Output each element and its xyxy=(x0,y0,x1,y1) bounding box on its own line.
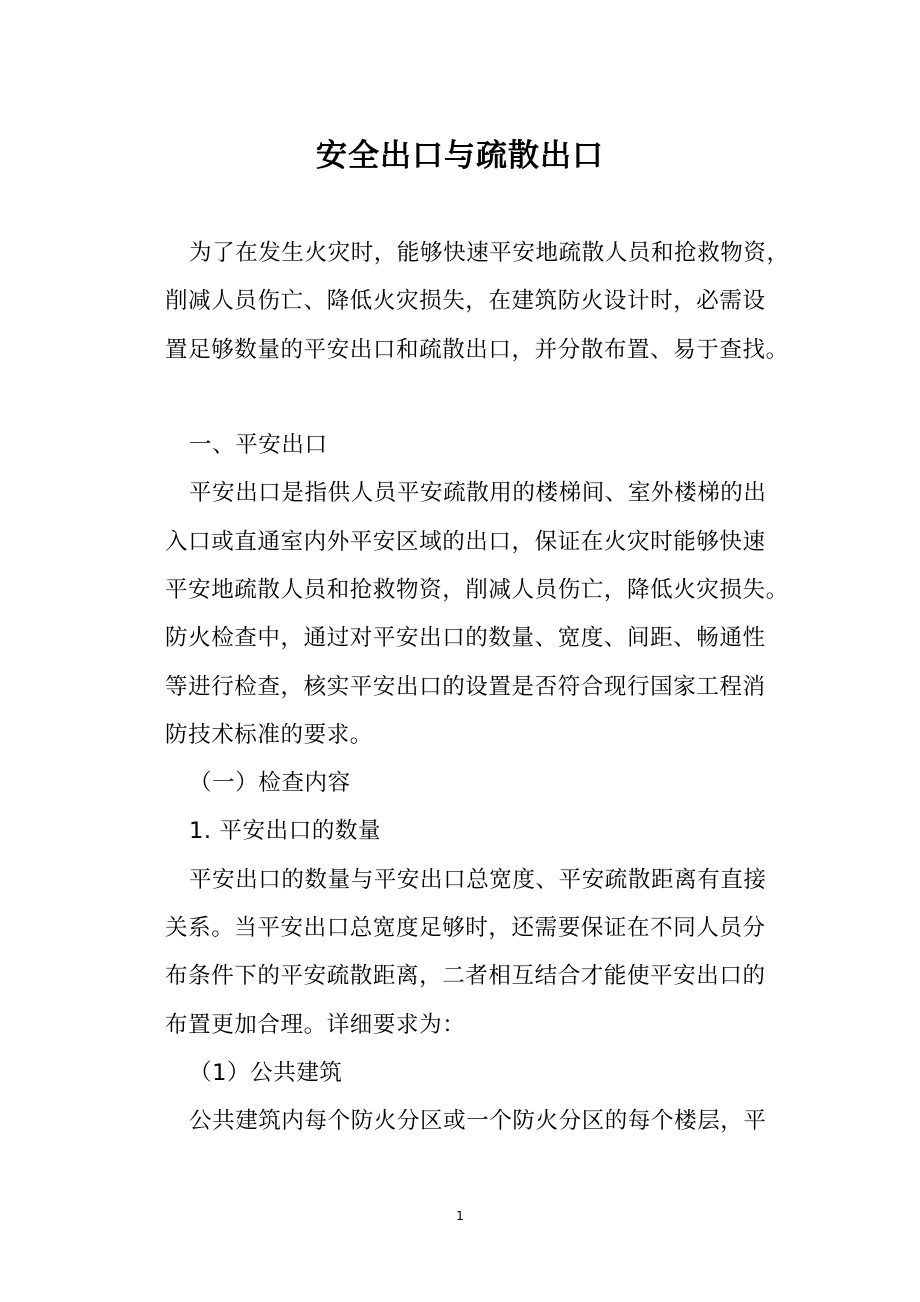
item-heading: 1. 平安出口的数量 xyxy=(189,818,382,844)
paragraph-line: 平安地疏散人员和抢救物资，削减人员伤亡，降低火灾损失。 xyxy=(165,577,789,603)
paragraph-line: 削减人员伤亡、降低火灾损失，在建筑防火设计时，必需设 xyxy=(165,288,766,314)
paragraph-line: 等进行检查，核实平安出口的设置是否符合现行国家工程消 xyxy=(165,674,766,700)
paragraph-line: 布条件下的平安疏散距离，二者相互结合才能使平安出口的 xyxy=(165,963,766,989)
paragraph-line: 布置更加合理。详细要求为： xyxy=(165,1012,466,1038)
subsection-heading: （一）检查内容 xyxy=(189,770,351,796)
paragraph-line: 防技术标准的要求。 xyxy=(165,722,373,748)
paragraph-line: 入口或直通室内外平安区域的出口，保证在火灾时能够快速 xyxy=(165,529,766,555)
paragraph-line: 为了在发生火灾时，能够快速平安地疏散人员和抢救物资， xyxy=(189,240,790,266)
section-heading: 一、平安出口 xyxy=(189,432,328,458)
paragraph-line: 置足够数量的平安出口和疏散出口，并分散布置、易于查找。 xyxy=(165,337,789,363)
page-number: 1 xyxy=(456,1209,464,1223)
document-title: 安全出口与疏散出口 xyxy=(316,138,604,174)
paragraph-line: 平安出口的数量与平安出口总宽度、平安疏散距离有直接 xyxy=(189,867,767,893)
paragraph-line: 平安出口是指供人员平安疏散用的楼梯间、室外楼梯的出 xyxy=(189,480,767,506)
paragraph-line: 关系。当平安出口总宽度足够时，还需要保证在不同人员分 xyxy=(165,915,766,941)
paragraph-line: 公共建筑内每个防火分区或一个防火分区的每个楼层，平 xyxy=(189,1108,767,1134)
paragraph-line: 防火检查中，通过对平安出口的数量、宽度、间距、畅通性 xyxy=(165,625,766,651)
subitem-heading: （1）公共建筑 xyxy=(189,1060,343,1086)
